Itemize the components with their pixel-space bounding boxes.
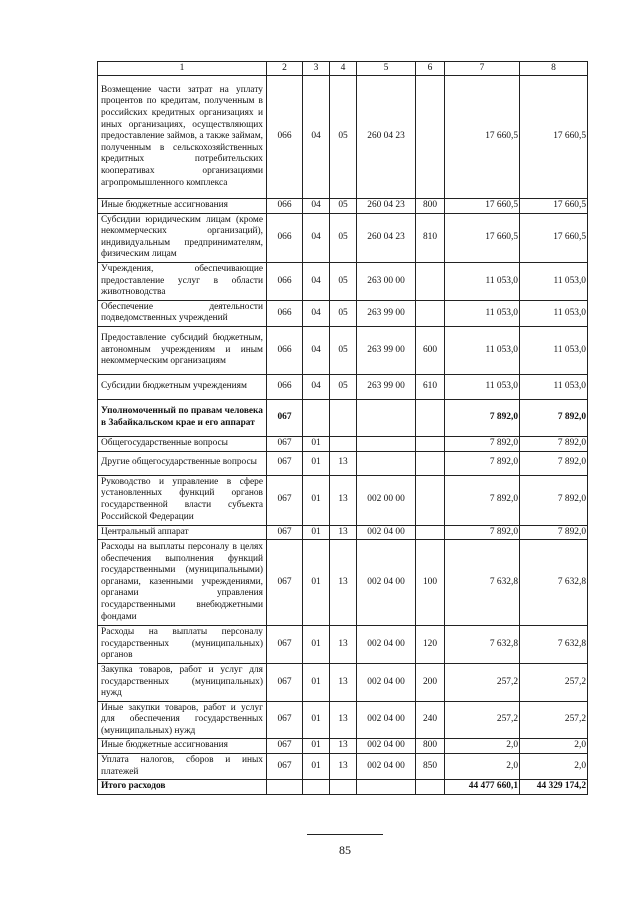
table-cell-c3: 01 — [303, 475, 330, 525]
table-row — [98, 525, 588, 540]
table-cell-c4 — [330, 436, 357, 451]
table-cell-c8: 7 892,0 — [520, 475, 588, 525]
table-cell-c3: 01 — [303, 663, 330, 701]
row-name-cell: Иные бюджетные ассигнования — [98, 739, 267, 754]
table-cell-c2: 066 — [267, 199, 303, 214]
table-cell-c4: 13 — [330, 626, 357, 664]
table-cell-c7: 11 053,0 — [445, 262, 520, 300]
row-name-cell: Общегосударственные вопросы — [98, 436, 267, 451]
table-cell-c2: 067 — [267, 739, 303, 754]
table-cell-c3: 01 — [303, 754, 330, 780]
row-name-cell: Центральный аппарат — [98, 525, 267, 540]
table-cell-c2: 066 — [267, 374, 303, 399]
table-cell-c3: 04 — [303, 326, 330, 374]
table-cell-c4: 13 — [330, 525, 357, 540]
table-cell-c7: 7 892,0 — [445, 451, 520, 475]
table-cell-c2: 067 — [267, 436, 303, 451]
row-name-cell: Расходы на выплаты персоналу государственных (муниципальных) органов — [98, 626, 267, 664]
table-cell-c6 — [416, 451, 445, 475]
table-cell-c5: 263 99 00 — [357, 300, 416, 326]
table-row — [98, 374, 588, 399]
table-cell-c8: 2,0 — [520, 739, 588, 754]
table-cell-c5 — [357, 436, 416, 451]
table-cell-c5: 002 04 00 — [357, 701, 416, 739]
table-cell-c5 — [357, 451, 416, 475]
header-cell: 1 — [98, 62, 267, 76]
table-cell-c4: 05 — [330, 213, 357, 262]
table-cell-c2: 066 — [267, 326, 303, 374]
table-cell-c2: 066 — [267, 213, 303, 262]
table-cell-c3: 01 — [303, 626, 330, 664]
table-cell-c3: 04 — [303, 374, 330, 399]
table-cell-c7: 7 632,8 — [445, 626, 520, 664]
table-row — [98, 399, 588, 436]
table-cell-c8: 17 660,5 — [520, 76, 588, 199]
table-cell-c8: 11 053,0 — [520, 374, 588, 399]
table-row — [98, 701, 588, 739]
footer-rule — [307, 834, 383, 835]
table-cell-c3: 01 — [303, 540, 330, 626]
table-cell-c6 — [416, 399, 445, 436]
table-cell-c4 — [330, 399, 357, 436]
row-name-cell: Уплата налогов, сборов и иных платежей — [98, 754, 267, 780]
row-name-cell: Субсидии бюджетным учреждениям — [98, 374, 267, 399]
header-cell: 8 — [520, 62, 588, 76]
table-cell-c4: 13 — [330, 663, 357, 701]
table-cell-c2: 067 — [267, 451, 303, 475]
table-cell-c2: 067 — [267, 754, 303, 780]
table-cell-c6: 800 — [416, 739, 445, 754]
table-cell-c5: 260 04 23 — [357, 199, 416, 214]
table-cell-c6: 240 — [416, 701, 445, 739]
table-cell-c5 — [357, 399, 416, 436]
table-cell-c7: 257,2 — [445, 701, 520, 739]
table-cell-c3 — [303, 399, 330, 436]
table-row — [98, 626, 588, 664]
table-cell-c4: 05 — [330, 374, 357, 399]
table-row — [98, 326, 588, 374]
table-cell-c5: 260 04 23 — [357, 213, 416, 262]
table-cell-c8: 257,2 — [520, 663, 588, 701]
table-cell-c6 — [416, 475, 445, 525]
table-cell-c6: 200 — [416, 663, 445, 701]
table-cell-c6: 850 — [416, 754, 445, 780]
table-cell-c8: 2,0 — [520, 754, 588, 780]
table-cell-c4: 05 — [330, 300, 357, 326]
table-row — [98, 540, 588, 626]
table-cell-c5: 002 00 00 — [357, 475, 416, 525]
header-cell: 4 — [330, 62, 357, 76]
table-cell-c4: 05 — [330, 199, 357, 214]
table-row — [98, 262, 588, 300]
page-number: 85 — [339, 843, 351, 857]
table-row — [98, 754, 588, 780]
table-cell-c6: 610 — [416, 374, 445, 399]
row-name-cell: Закупка товаров, работ и услуг для государственных (муниципальных) нужд — [98, 663, 267, 701]
table-cell-c8: 7 892,0 — [520, 399, 588, 436]
table-cell-c8: 7 892,0 — [520, 436, 588, 451]
table-row — [98, 436, 588, 451]
table-cell-c6 — [416, 76, 445, 199]
table-row — [98, 300, 588, 326]
header-row — [98, 62, 588, 76]
table-cell-c7: 7 892,0 — [445, 436, 520, 451]
table-cell-c7: 7 632,8 — [445, 540, 520, 626]
table-cell-c6: 120 — [416, 626, 445, 664]
table-cell-c3: 04 — [303, 199, 330, 214]
table-cell-c8: 11 053,0 — [520, 326, 588, 374]
row-name-cell: Расходы на выплаты персоналу в целях обеспечения выполнения функций государственными (муниципальными) органами, казенными учреждениями, органами управления государственными внебюджетными фондами — [98, 540, 267, 626]
table-cell-c5: 002 04 00 — [357, 525, 416, 540]
table-cell-c5: 002 04 00 — [357, 663, 416, 701]
table-row — [98, 663, 588, 701]
table-cell-c6 — [416, 436, 445, 451]
header-cell: 3 — [303, 62, 330, 76]
table-cell-c2: 067 — [267, 475, 303, 525]
table-row — [98, 780, 588, 795]
header-cell: 6 — [416, 62, 445, 76]
table-cell-c2: 066 — [267, 300, 303, 326]
table-cell-c2: 067 — [267, 663, 303, 701]
table-cell-c5: 263 99 00 — [357, 326, 416, 374]
table-cell-c7: 7 892,0 — [445, 525, 520, 540]
table-row — [98, 739, 588, 754]
table-cell-c7: 257,2 — [445, 663, 520, 701]
table-cell-c3: 01 — [303, 451, 330, 475]
table-cell-c8: 257,2 — [520, 701, 588, 739]
table-cell-c8: 7 892,0 — [520, 451, 588, 475]
row-name-cell: Руководство и управление в сфере установленных функций органов государственной власти субъекта Российской Федерации — [98, 475, 267, 525]
table-cell-c5: 002 04 00 — [357, 626, 416, 664]
table-cell-c3: 01 — [303, 701, 330, 739]
table-cell-c2: 067 — [267, 626, 303, 664]
table-cell-c8: 11 053,0 — [520, 300, 588, 326]
table-cell-c6 — [416, 262, 445, 300]
table-cell-c2: 066 — [267, 76, 303, 199]
table-row — [98, 475, 588, 525]
table-cell-c2: 067 — [267, 540, 303, 626]
header-cell: 2 — [267, 62, 303, 76]
table-cell-c3: 04 — [303, 262, 330, 300]
table-cell-c7: 7 892,0 — [445, 475, 520, 525]
table-cell-c2: 067 — [267, 399, 303, 436]
table-cell-c3: 01 — [303, 739, 330, 754]
table-cell-c2 — [267, 780, 303, 795]
table-cell-c5: 002 04 00 — [357, 739, 416, 754]
row-name-cell: Итого расходов — [98, 780, 267, 795]
table-cell-c5: 263 99 00 — [357, 374, 416, 399]
table-cell-c6: 100 — [416, 540, 445, 626]
table-cell-c4: 13 — [330, 754, 357, 780]
table-cell-c6: 800 — [416, 199, 445, 214]
row-name-cell: Субсидии юридическим лицам (кроме некоммерческих организаций), индивидуальным предпринимателям, физическим лицам — [98, 213, 267, 262]
table-cell-c5: 260 04 23 — [357, 76, 416, 199]
table-cell-c2: 067 — [267, 525, 303, 540]
table-cell-c3: 04 — [303, 300, 330, 326]
table-cell-c5 — [357, 780, 416, 795]
table-cell-c7: 7 892,0 — [445, 399, 520, 436]
table-cell-c8: 7 892,0 — [520, 525, 588, 540]
table-cell-c4 — [330, 780, 357, 795]
table-cell-c7: 17 660,5 — [445, 213, 520, 262]
table-cell-c4: 13 — [330, 701, 357, 739]
table-cell-c7: 17 660,5 — [445, 76, 520, 199]
table-cell-c8: 44 329 174,2 — [520, 780, 588, 795]
table-cell-c8: 17 660,5 — [520, 213, 588, 262]
budget-table-sheet — [97, 61, 587, 795]
table-cell-c4: 05 — [330, 262, 357, 300]
header-cell: 7 — [445, 62, 520, 76]
table-cell-c7: 11 053,0 — [445, 374, 520, 399]
table-cell-c6 — [416, 525, 445, 540]
table-cell-c3: 01 — [303, 525, 330, 540]
table-cell-c4: 13 — [330, 739, 357, 754]
table-cell-c4: 13 — [330, 451, 357, 475]
row-name-cell: Уполномоченный по правам человека в Забайкальском крае и его аппарат — [98, 399, 267, 436]
table-row — [98, 451, 588, 475]
table-cell-c2: 066 — [267, 262, 303, 300]
table-cell-c6: 810 — [416, 213, 445, 262]
table-cell-c8: 7 632,8 — [520, 626, 588, 664]
table-cell-c4: 13 — [330, 540, 357, 626]
table-cell-c4: 13 — [330, 475, 357, 525]
table-cell-c3 — [303, 780, 330, 795]
row-name-cell: Обеспечение деятельности подведомственных учреждений — [98, 300, 267, 326]
table-cell-c3: 01 — [303, 436, 330, 451]
table-cell-c5: 002 04 00 — [357, 754, 416, 780]
table-cell-c5: 263 00 00 — [357, 262, 416, 300]
row-name-cell: Предоставление субсидий бюджетным, автономным учреждениям и иным некоммерческим организациям — [98, 326, 267, 374]
header-cell: 5 — [357, 62, 416, 76]
table-cell-c8: 7 632,8 — [520, 540, 588, 626]
row-name-cell: Возмещение части затрат на уплату процентов по кредитам, полученным в российских кредитных организациях и иных организациях, осуществляющих предоставление займов, а также займам, полученным в сельскохозяйственных кредитных потребительских кооперативах организациями агропромышленного комплекса — [98, 76, 267, 199]
table-cell-c7: 17 660,5 — [445, 199, 520, 214]
table-cell-c5: 002 04 00 — [357, 540, 416, 626]
table-cell-c4: 05 — [330, 76, 357, 199]
table-cell-c8: 17 660,5 — [520, 199, 588, 214]
row-name-cell: Иные бюджетные ассигнования — [98, 199, 267, 214]
row-name-cell: Иные закупки товаров, работ и услуг для обеспечения государственных (муниципальных) нужд — [98, 701, 267, 739]
table-cell-c2: 067 — [267, 701, 303, 739]
table-cell-c3: 04 — [303, 213, 330, 262]
table-row — [98, 213, 588, 262]
table-cell-c8: 11 053,0 — [520, 262, 588, 300]
table-row — [98, 199, 588, 214]
table-cell-c6 — [416, 780, 445, 795]
table-row — [98, 76, 588, 199]
table-cell-c7: 2,0 — [445, 754, 520, 780]
row-name-cell: Учреждения, обеспечивающие предоставление услуг в области животноводства — [98, 262, 267, 300]
table-cell-c7: 44 477 660,1 — [445, 780, 520, 795]
table-cell-c7: 11 053,0 — [445, 300, 520, 326]
table-cell-c7: 2,0 — [445, 739, 520, 754]
table-cell-c7: 11 053,0 — [445, 326, 520, 374]
table-cell-c4: 05 — [330, 326, 357, 374]
budget-table — [97, 61, 588, 795]
row-name-cell: Другие общегосударственные вопросы — [98, 451, 267, 475]
table-cell-c3: 04 — [303, 76, 330, 199]
table-cell-c6: 600 — [416, 326, 445, 374]
table-cell-c6 — [416, 300, 445, 326]
